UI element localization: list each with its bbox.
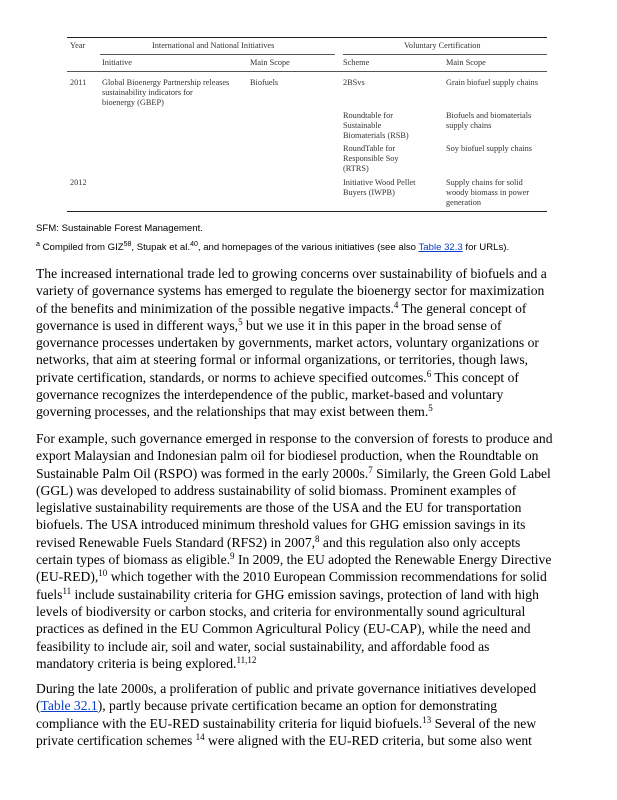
text-line: private certification schemes $^{14}$ were aligned with the EU-RED criteria, but some also went [36, 731, 532, 748]
text-line: (EU-RED),$^{10}$ which together with the 2010 European Commission recommendations for solid [36, 568, 547, 585]
footnote-text: , Stupak et al. [131, 242, 191, 253]
footnote-sfm: SFM: Sustainable Forest Management. [36, 223, 203, 234]
paragraph-2 [36, 430, 588, 672]
text-line: governance recognizes the interdependence of the public, market-based and voluntary [36, 387, 504, 403]
citation-ref: 10 [98, 568, 108, 579]
footnote-text: , and homepages of the various initiatives (see also [197, 242, 419, 253]
header-group-initiatives: International and National Initiatives [152, 41, 275, 50]
footnote-marker: a [36, 241, 40, 248]
row-1-initiative: Global Bioenergy Partnership releases sustainability indicators for bioenergy (GBEP) [102, 78, 230, 108]
text-line: feasibility to include air, soil and water, social sustainability, and affordable food as [36, 638, 490, 654]
row-2-scheme-scope: Biofuels and biomaterials supply chains [446, 111, 532, 131]
row-4-scheme-scope: Supply chains for solid woody biomass in power generation [446, 178, 530, 208]
text-line: (GGL) was developed to address sustainability of solid biomass. Prominent examples of [36, 482, 517, 498]
row-3-scheme: RoundTable for Responsible Soy (RTRS) [343, 144, 399, 174]
text-line: biofuels. The USA introduced minimum threshold values for GHG emission savings in its [36, 517, 526, 533]
row-4-scheme: Initiative Wood Pellet Buyers (IWPB) [343, 178, 416, 198]
text-line: governing processes, and the relationships that may exist between them.$^5$ [36, 403, 433, 420]
citation-ref: 7 [368, 464, 373, 475]
citation-ref: 5 [238, 316, 243, 327]
group-rule-initiatives [100, 54, 335, 55]
citation-ref: 4 [393, 299, 399, 310]
text-line: For example, such governance emerged in response to the conversion of forests to produce and [36, 431, 553, 446]
citation-ref: 58 [123, 241, 132, 248]
header-scheme: Scheme [343, 58, 370, 67]
table-bottom-rule [67, 211, 547, 212]
text-line: export Malaysian and Indonesian palm oil for biodiesel production, when the Roundtable on [36, 448, 539, 464]
text-line: Sustainable Palm Oil (RSPO) was formed in the early 2000s.$^7$ Similarly, the Green Gold Label [36, 464, 551, 481]
footnote-source [36, 242, 509, 253]
row-2-scheme: Roundtable for Sustainable Biomaterials (RSB) [343, 111, 409, 141]
header-main-scope-1: Main Scope [250, 58, 290, 67]
table-32-3-link[interactable]: Table 32.3 [418, 242, 463, 253]
table-32-1-link[interactable]: Table 32.1 [40, 698, 98, 714]
row-1-scheme-scope: Grain biofuel supply chains [446, 78, 538, 87]
text-line: levels of biodiversity or carbon stocks, and criteria for environmentally sound agricultural [36, 603, 526, 619]
text-line: private certification, standards, or norms to achieve specified outcomes.$^6$ This concept of [36, 368, 519, 385]
text-line: networks, that aim at steering formal or informal organizations, or territories, though laws, [36, 352, 529, 368]
row-3-scheme-scope: Soy biofuel supply chains [446, 144, 532, 153]
table-top-rule [67, 37, 547, 38]
text-line: governance processes undertaken by governments, market actors, voluntary organizations or [36, 335, 539, 351]
text-line: practices as defined in the EU Common Agricultural Policy (EU-CAP), while the need and [36, 621, 531, 637]
footnote-text: Compiled from GIZ [39, 242, 124, 253]
header-group-voluntary: Voluntary Certification [404, 41, 481, 50]
text-line: variety of governance systems has emerged to regulate the bioenergy sector for maximization [36, 283, 545, 299]
header-main-scope-2: Main Scope [446, 58, 486, 67]
row-1-year: 2011 [70, 78, 87, 87]
paragraph-1 [36, 265, 588, 421]
citation-ref: 14 [195, 731, 205, 742]
text-line: governance is used in different ways,$^5$ but we use it in this paper in the broad sense of [36, 316, 502, 333]
citation-ref: 11,12 [236, 654, 257, 665]
initiatives-table [67, 37, 547, 215]
text-line: (Table 32.1), partly because private certification became an option for demonstrating [36, 698, 498, 714]
header-year: Year [70, 41, 86, 50]
citation-ref: 8 [315, 533, 320, 544]
citation-ref: 13 [422, 714, 432, 725]
group-rule-voluntary [343, 54, 547, 55]
row-4-year: 2012 [70, 178, 87, 187]
text-line: The increased international trade led to growing concerns over sustainability of biofuels and a [36, 266, 547, 281]
row-1-scheme: 2BSvs [343, 78, 365, 87]
text-line: of the benefits and minimization of the possible negative impacts.$^4$ The general concept of [36, 299, 527, 316]
header-bottom-rule [67, 71, 547, 72]
row-1-scope: Biofuels [250, 78, 279, 87]
header-initiative: Initiative [102, 58, 132, 67]
text-line: certain types of biomass as eligible.$^9$ In 2009, the EU adopted the Renewable Energy Directive [36, 551, 552, 568]
text-line: During the late 2000s, a proliferation of public and private governance initiatives developed [36, 681, 537, 696]
footnote-text: for URLs). [462, 242, 510, 253]
citation-ref: 5 [428, 403, 433, 414]
text-line: legislative sustainability requirements are those of the USA and the EU for transportation [36, 500, 522, 516]
text-line: compliance with the EU-RED sustainability criteria for liquid biofuels.$^{13}$ Several of the new [36, 714, 537, 731]
citation-ref: 40 [190, 241, 198, 248]
citation-ref: 11 [62, 585, 72, 596]
citation-ref: 9 [230, 551, 235, 562]
text-line: revised Renewable Fuels Standard (RFS2) in 2007,$^8$ and this regulation also only accepts [36, 533, 521, 550]
citation-ref: 6 [426, 368, 432, 379]
text-line: mandatory criteria is being explored.$^{11,12}$ [36, 654, 257, 671]
text-line: fuels$^{11}$ include sustainability criteria for GHG emission savings, protection of land with high [36, 585, 539, 602]
paragraph-3 [36, 680, 588, 749]
